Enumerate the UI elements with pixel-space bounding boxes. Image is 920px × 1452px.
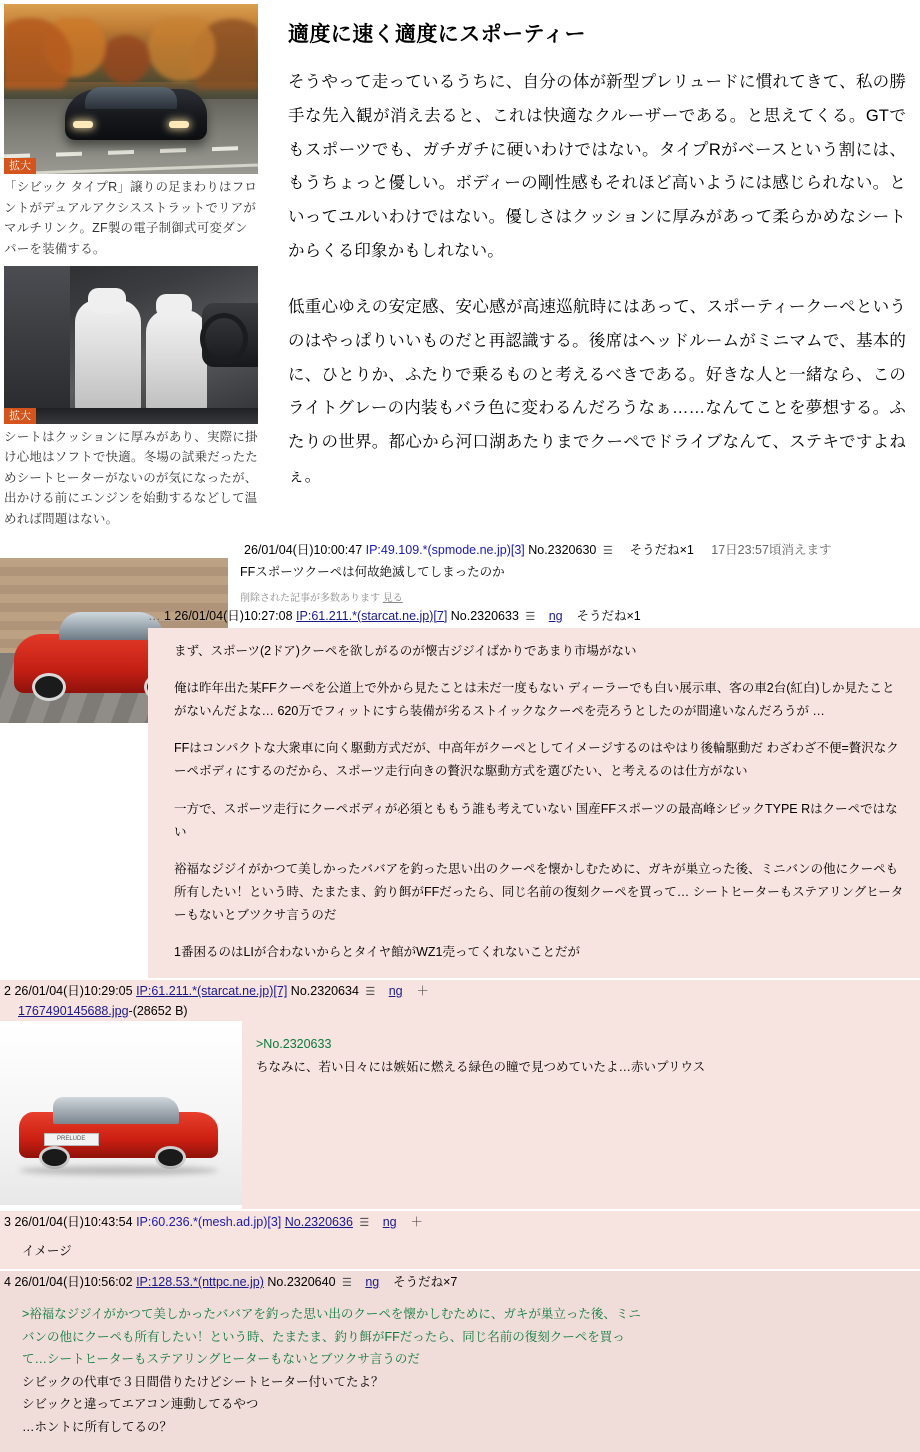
figure-2 bbox=[4, 266, 258, 530]
post-4-date: 26/01/04(日)10:56:02 bbox=[14, 1275, 133, 1290]
post-2-image[interactable] bbox=[0, 1025, 242, 1205]
post-0-agree-count[interactable]: そうだね×1 bbox=[629, 542, 694, 557]
post-2-file-row bbox=[0, 1004, 920, 1021]
post-4-number: No.2320640 bbox=[267, 1275, 336, 1290]
post-2-ip[interactable]: IP:61.211.*(starcat.ne.jp)[7] bbox=[136, 984, 288, 999]
post-1-ip[interactable]: IP:61.211.*(starcat.ne.jp)[7] bbox=[296, 608, 448, 623]
deleted-notice-text: 削除された記事が多数あります bbox=[240, 592, 380, 604]
post-1-number: No.2320633 bbox=[450, 608, 519, 623]
post-3-ng-button[interactable]: ng bbox=[382, 1215, 397, 1230]
article-paragraph-2: 低重心ゆえの安定感、安心感が高速巡航時にはあって、スポーティークーペというのはやっぱりいいものだと再認識する。後席はヘッドルームがミニマムで、基本的に、ひとりか、ふたりで乗るものと考えるべきである。好きな人と一緒なら、このライトグレーの内装もバラ色に変わるんだろうなぁ……なんてことを夢想する。ふたりの世界。都心から河口湖あたりまでクーペでドライブなんて、ステキですよねぇ。 bbox=[288, 297, 906, 485]
post-2-filesize: -(28652 B) bbox=[128, 1004, 188, 1019]
post-1-paragraph-6: 1番困るのはLIが合わないからとタイヤ館がWZ1売ってくれないことだが bbox=[174, 945, 581, 960]
page-title: 適度に速く適度にスポーティー bbox=[288, 23, 586, 46]
post-1-date: 26/01/04(日)10:27:08 bbox=[174, 608, 293, 623]
post-4-meta bbox=[0, 1271, 920, 1295]
post-1-paragraph-4: 一方で、スポーツ走行にクーペボディが必須とももう誰も考えていない 国産FFスポーツの最高峰シビックTYPE Rはクーペではない bbox=[174, 801, 898, 839]
post-4-quote-line-2: バンの他にクーペも所有したい！という時、たまたま、釣り餌がFFだったら、同じ名前の復刻クーペを買っ bbox=[22, 1329, 625, 1344]
post-4-agree-count[interactable]: そうだね×7 bbox=[393, 1275, 458, 1290]
post-1-body bbox=[148, 628, 920, 978]
figure-1-image[interactable] bbox=[4, 4, 258, 174]
post-4-ng-button[interactable]: ng bbox=[365, 1275, 380, 1290]
post-1-dots: … bbox=[148, 608, 161, 623]
post-3-expand-button[interactable]: ＋ bbox=[410, 1215, 424, 1230]
post-3-index: 3 bbox=[4, 1215, 11, 1230]
post-4-ip[interactable]: IP:128.53.*(nttpc.ne.jp) bbox=[136, 1275, 264, 1290]
post-2-meta bbox=[0, 980, 920, 1004]
post-0-body: FFスポーツクーペは何故絶滅してしまったのか bbox=[240, 564, 505, 579]
post-3-date: 26/01/04(日)10:43:54 bbox=[14, 1215, 133, 1230]
post-3-ip: IP:60.236.*(mesh.ad.jp)[3] bbox=[136, 1215, 282, 1230]
post-2-number: No.2320634 bbox=[290, 984, 359, 999]
article-paragraph-1: そうやって走っているうちに、自分の体が新型プレリュードに慣れてきて、私の勝手な先入観が消え去ると、これは快適なクルーザーである。と思えてくる。GTでもスポーツでも、ガチガチに硬いわけではない。タイプRがベースという割には、もうちょっと優しい。ボディーの剛性感もそれほど高いようには感じられない。といってユルいわけではない。優しさはクッションに厚みがあって柔らかめなシートからくる印象かもしれない。 bbox=[288, 73, 906, 261]
post-2-text: ちなみに、若い日々には嫉妬に燃える緑色の瞳で見つめていたよ…赤いプリウス bbox=[256, 1059, 706, 1074]
post-3-meta bbox=[0, 1211, 920, 1235]
post-1-paragraph-5: 裕福なジジイがかつて美しかったババアを釣った思い出のクーペを懐かしむために、ガキが巣立った後、ミニバンの他にクーペも所有したい！という時、たまたま、釣り餌がFFだったら、同じ名前の復刻クーペを買って… シートヒーターもステアリングヒーターもないとブツクサ言うのだ bbox=[174, 861, 904, 922]
hamburger-icon[interactable]: ☰ bbox=[602, 544, 613, 557]
thread-post-1 bbox=[0, 606, 920, 978]
figure-2-caption: シートはクッションに厚みがあり、実際に掛け心地はソフトで快適。冬場の試乗だったためシートヒーターがないのが気になったが、出かける前にエンジンを始動するなどして温めれば問題はない。 bbox=[4, 429, 259, 526]
post-0-ip: IP:49.109.*(spmode.ne.jp)[3] bbox=[365, 542, 525, 557]
figure-column bbox=[0, 0, 262, 536]
post-4-body bbox=[0, 1295, 920, 1452]
post-1-ng-button[interactable]: ng bbox=[548, 608, 563, 623]
thread-post-3 bbox=[0, 1211, 920, 1269]
post-4-index: 4 bbox=[4, 1275, 11, 1290]
post-4-quote-line-3: て…シートヒーターもステアリングヒーターもないとブツクサ言うのだ bbox=[22, 1352, 420, 1367]
post-0-date: 26/01/04(日)10:00:47 bbox=[244, 542, 363, 557]
post-4-quote-line-1: >裕福なジジイがかつて美しかったババアを釣った思い出のクーペを懐かしむために、ガキが巣立った後、ミニ bbox=[22, 1307, 641, 1322]
post-2-expand-button[interactable]: ＋ bbox=[416, 984, 430, 999]
post-1-paragraph-2: 俺は昨年出た某FFクーペを公道上で外から見たことは未だ一度もない ディーラーでも白い展示車、客の車2台(紅白)しか見たことがないんだよな… 620万でフィットにすら装備が劣るストイックなクーペを売ろうとしたのが間違いなんだろうが … bbox=[174, 681, 895, 719]
hamburger-icon[interactable]: ☰ bbox=[525, 610, 536, 623]
post-2-ng-button[interactable]: ng bbox=[388, 984, 403, 999]
thread-post-4 bbox=[0, 1271, 920, 1452]
zoom-badge[interactable]: 拡大 bbox=[4, 408, 36, 424]
post-1-paragraph-1: まず、スポーツ(2ドア)クーペを欲しがるのが懐古ジジイばかりであまり市場がない bbox=[174, 643, 637, 658]
post-4-text-line-1: シビックの代車で３日間借りたけどシートヒーター付いてたよ？ bbox=[22, 1374, 384, 1389]
thread-section bbox=[0, 540, 920, 1452]
post-3-body: イメージ bbox=[0, 1235, 920, 1269]
post-3-number[interactable]: No.2320636 bbox=[284, 1215, 353, 1230]
hamburger-icon[interactable]: ☰ bbox=[359, 1217, 370, 1230]
deleted-notice-link[interactable]: 見る bbox=[382, 592, 403, 604]
license-plate-text: PRELUDE bbox=[44, 1133, 99, 1146]
figure-1-caption: 「シビック タイプR」譲りの足まわりはフロントがデュアルアクシスストラットでリアがマルチリンク。ZF製の電子制御式可変ダンパーを装備する。 bbox=[4, 180, 258, 256]
post-0-number: No.2320630 bbox=[528, 542, 597, 557]
post-2-quote: >No.2320633 bbox=[256, 1037, 332, 1052]
figure-1 bbox=[4, 4, 258, 260]
thread-post-2 bbox=[0, 980, 920, 1209]
hamburger-icon[interactable]: ☰ bbox=[342, 1277, 352, 1290]
post-1-meta bbox=[0, 606, 920, 628]
zoom-badge[interactable]: 拡大 bbox=[4, 158, 36, 174]
article-section bbox=[0, 0, 920, 540]
post-1-paragraph-3: FFはコンパクトな大衆車に向く駆動方式だが、中高年がクーペとしてイメージするのはやはり後輪駆動だ わざわざ不便=贅沢なクーペボディにするのだから、スポーツ走行向きの贅沢な駆動方式を選びたい、と考えるのは仕方がない bbox=[174, 741, 899, 779]
figure-2-image[interactable] bbox=[4, 266, 258, 424]
post-2-body bbox=[242, 1021, 920, 1209]
post-2-index: 2 bbox=[4, 984, 11, 999]
post-4-text-line-3: …ホントに所有してるの？ bbox=[22, 1419, 173, 1434]
hamburger-icon[interactable]: ☰ bbox=[365, 986, 376, 999]
post-0-expire: 17日23:57頃消えます bbox=[711, 542, 832, 557]
thread-post-0 bbox=[0, 540, 920, 604]
post-2-filename-link[interactable]: 1767490145688.jpg bbox=[18, 1004, 129, 1019]
post-4-text-line-2: シビックと違ってエアコン連動してるやつ bbox=[22, 1397, 259, 1412]
post-1-agree-count[interactable]: そうだね×1 bbox=[576, 608, 641, 623]
post-2-date: 26/01/04(日)10:29:05 bbox=[14, 984, 133, 999]
post-1-index: 1 bbox=[163, 608, 171, 623]
article-text-column bbox=[262, 0, 920, 516]
